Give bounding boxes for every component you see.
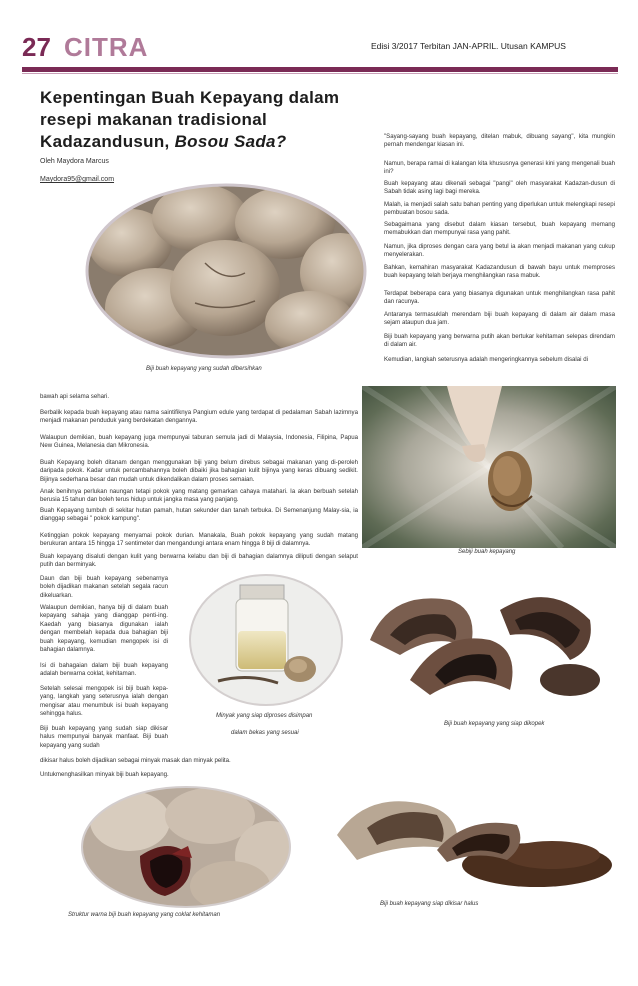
paragraph: Walaupun demikian, hanya biji di dalam buah kepayang sahaja yang dianggap penti-ing. Kaedah yang biasanya digunakan ialah dengan membelah kepada dua bahagian biji buah kepayang, kemudian mengopek isi di bahagian dalamnya. [40, 604, 168, 654]
paragraph: Setelah selesai mengopek isi biji buah kepa-yang, langkah yang seterusnya ialah dengan mengisar atau menumbuk isi buah kepayang sehingga halus. [40, 685, 168, 718]
paragraph: Kemudian, langkah seterusnya adalah mengeringkannya sebelum disalai di [384, 356, 588, 363]
paragraph: Buah Kepayang boleh ditanam dengan menggunakan biji yang belum direbus sebagai makanan yang di-peroleh daripada pokok. Kadar untuk percambahannya boleh dibaiki jika bahagian kulit bijinya yang keras dibuang sedikit. Bijinya sederhana besar dan mudah untuk dikendalikan dalam proses semaian. [40, 459, 358, 483]
paragraph: "Sayang-sayang buah kepayang, ditelan mabuk, dibuang sayang", kita mungkin pernah mendengar kiasan ini. [384, 133, 615, 149]
paragraph: Antaranya termasuklah merendam biji buah kepayang di dalam air dalam masa sejam ataupun dua jam. [384, 311, 615, 327]
photo-hand-seed [362, 386, 616, 548]
header-rule [22, 67, 618, 72]
section-title: CITRA [64, 32, 149, 62]
page-number: 27 [22, 32, 51, 62]
paragraph: Buah Kepayang tumbuh di sekitar hutan pamah, hutan sekunder dan tanah terbuka. Di Semenanjung Malay-sia, ia dianggap sebagai " pokok kampung". [40, 507, 358, 523]
caption-ground-seeds: Biji buah kepayang siap dikisar halus [380, 901, 479, 907]
paragraph: Bahkan, kemahiran masyarakat Kadazandusun di bawah bayu untuk memproses buah kepayang telah berjaya menghilangkan rasa mabuk. [384, 264, 615, 280]
paragraph: Buah kepayang atau dikenali sebagai "pangi" oleh masyarakat Kadazan-dusun di Sabah tidak asing lagi bagi mereka. [384, 180, 615, 196]
paragraph: Anak benihnya perlukan naungan tetapi pokok yang matang gemarkan cahaya matahari. Ia akan berbuah setelah berusia 15 tahun dan boleh terus hidup untuk jangka masa yang panjang. [40, 488, 358, 504]
author-email[interactable]: Maydora95@gmail.com [40, 176, 115, 183]
paragraph: Ketinggian pokok kepayang menyamai pokok durian. Manakala, Buah pokok kepayang yang sudah matang berukuran antara 15 hingga 17 sentimeter dan mengandungi antara enam hingga 8 biji di dalamnya. [40, 532, 358, 548]
paragraph: Buah kepayang disaluti dengan kulit yang berwarna kelabu dan biji di bahagian dalamnya diliputi dengan selaput putih dan berminyak. [40, 553, 358, 569]
paragraph: Biji buah kepayang yang berwarna putih akan bertukar kehitaman selepas direndam di dalam air. [384, 333, 615, 349]
caption-oil-line2: dalam bekas yang sesuai [231, 730, 299, 736]
paragraph: Biji buah kepayang yang sudah siap dikisar halus mempunyai banyak manfaat. Biji buah kepayang yang sudah [40, 725, 168, 749]
paragraph: Malah, ia menjadi salah satu bahan penting yang diperlukan untuk melengkapi resepi pembuatan bosou sada. [384, 201, 615, 217]
paragraph: Daun dan biji buah kepayang sebenarnya boleh dijadikan makanan setelah segala racun dikeluarkan. [40, 575, 168, 599]
paragraph: Terdapat beberapa cara yang biasanya digunakan untuk menghilangkan rasa pahit dan racunya. [384, 290, 615, 306]
caption-cracked-seeds: Biji buah kepayang yang siap dikopek [444, 721, 545, 727]
caption-seed-structure: Struktur warna biji buah kepayang yang coklat kehitaman [68, 912, 221, 918]
article-title-italic: Bosou Sada? [174, 132, 287, 151]
photo-ground-seeds [297, 770, 617, 895]
caption-oil-line1: Minyak yang siap diproses disimpan [216, 713, 313, 719]
paragraph: bawah api selama sehari. [40, 393, 110, 400]
article-title [40, 87, 385, 153]
paragraph: Namun, berapa ramai di kalangan kita khususnya generasi kini yang mengenali buah ini? [384, 160, 615, 176]
paragraph: Isi di bahagaian dalam biji buah kepayang adalah berwarna coklat, kehitaman. [40, 662, 168, 678]
paragraph: Sebagaimana yang disebut dalam kiasan tersebut, buah kepayang memang memabukkan dan mempunyai rasa yang pahit. [384, 221, 615, 237]
edition-info: Edisi 3/2017 Terbitan JAN-APRIL. Utusan KAMPUS [371, 41, 566, 51]
photo-seed-structure [80, 786, 292, 909]
paragraph: Namun, jika diproses dengan cara yang betul ia akan menjadi makanan yang cukup menyelerakan. [384, 243, 615, 259]
caption-hand-seed: Sebiji buah kepayang [458, 549, 516, 555]
paragraph: Berbalik kepada buah kepayang atau nama saintifiknya Pangium edule yang terdapat di pedalaman Sabah lazimnya menjadi makanan penduduk yang berdekatan dengannya. [40, 409, 358, 425]
photo-clean-seeds [85, 183, 367, 359]
article-title-main: Kepentingan Buah Kepayang dalam resepi makanan tradisional Kadazandusun, [40, 88, 340, 151]
header-rule-thin [22, 73, 618, 74]
caption-clean-seeds: Biji buah kepayang yang sudah dibersihkan [146, 366, 262, 372]
photo-cracked-seeds [350, 560, 616, 720]
photo-oil-jar [188, 573, 344, 707]
paragraph: Untukmenghasilkan minyak biji buah kepayang. [40, 771, 169, 778]
paragraph: dikisar halus boleh dijadikan sebagai minyak masak dan minyak pelita. [40, 757, 231, 764]
paragraph: Walaupun demikian, buah kepayang juga mempunyai taburan semula jadi di Malaysia, Indonesia, Filipina, Papua New Guinea, Melanesia dan Mikronesia. [40, 434, 358, 450]
author-byline: Oleh Maydora Marcus [40, 158, 109, 165]
